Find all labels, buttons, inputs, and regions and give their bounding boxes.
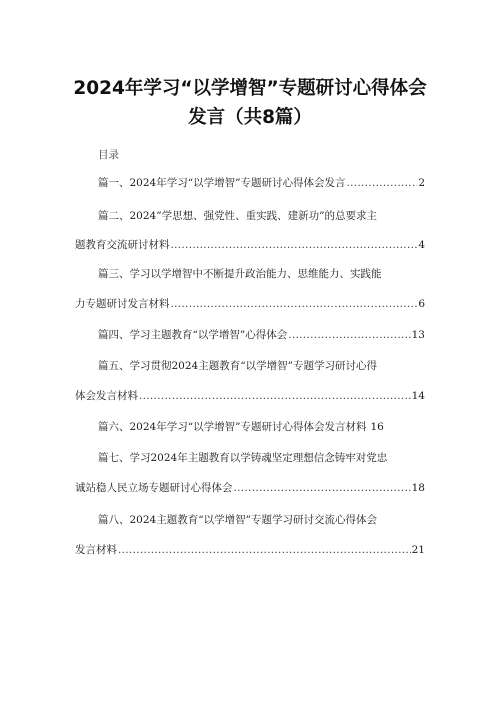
toc-leader: [118, 543, 411, 557]
toc-entry-4[interactable]: [98, 328, 425, 342]
toc-page-number: 2: [418, 177, 425, 189]
toc-leader: [346, 176, 417, 190]
document-title-line-1: 2024年学习“以学增智”专题研讨心得体会: [73, 78, 427, 99]
toc-entry-7-continuation[interactable]: [75, 481, 425, 495]
toc-leader: [288, 328, 410, 342]
toc-entry-3[interactable]: [98, 267, 425, 281]
toc-entry-title-cont: 诚站稳人民立场专题研讨心得体会: [75, 482, 233, 494]
toc-page-number: 18: [411, 482, 425, 494]
toc-page-number: 13: [411, 329, 425, 341]
toc-page-number: 21: [411, 544, 425, 556]
toc-entry-title: 篇二、2024”学思想、强党性、重实践、建新功”的总要求主: [98, 210, 377, 222]
toc-entry-8-continuation[interactable]: [75, 543, 425, 557]
toc-entry-3-continuation[interactable]: [75, 297, 425, 311]
toc-entry-title: 篇三、学习以学增智中不断提升政治能力、思维能力、实践能: [98, 268, 382, 280]
toc-page-number: 4: [418, 239, 425, 251]
toc-entry-2-continuation[interactable]: [75, 238, 425, 252]
toc-leader: [171, 238, 418, 252]
toc-entry-5-continuation[interactable]: [75, 389, 425, 403]
toc-entry-1[interactable]: [98, 176, 425, 190]
toc-entry-title: 篇六、2024年学习“以学增智”专题研讨心得体会发言材料: [98, 421, 367, 433]
toc-entry-title: 篇八、2024主题教育“以学增智”专题学习研讨交流心得体会: [98, 514, 377, 526]
toc-entry-title-cont: 题教育交流研讨材料: [75, 239, 170, 251]
toc-entry-title: 篇五、学习贯彻2024主题教育“以学增智”专题学习研讨心得: [98, 360, 377, 372]
toc-heading: 目录: [98, 149, 119, 161]
toc-page-number: 6: [418, 298, 425, 310]
toc-leader: [171, 297, 418, 311]
toc-entry-6[interactable]: [98, 420, 425, 434]
document-title-line-2: 发言（共8篇）: [188, 107, 312, 128]
toc-entry-2[interactable]: [98, 209, 425, 223]
toc-entry-7[interactable]: [98, 451, 425, 465]
toc-entry-title: 篇七、学习2024年主题教育以学铸魂坚定理想信念铸牢对党忠: [98, 452, 388, 464]
toc-entry-8[interactable]: [98, 513, 425, 527]
toc-leader: [234, 481, 411, 495]
toc-entry-title: 篇四、学习主题教育“以学增智”心得体会: [98, 329, 288, 341]
toc-entry-title-cont: 力专题研讨发言材料: [75, 298, 170, 310]
toc-entry-5[interactable]: [98, 359, 425, 373]
toc-page-number: 14: [411, 390, 425, 402]
toc-entry-title-cont: 体会发言材料: [75, 390, 138, 402]
toc-entry-title-cont: 发言材料: [75, 544, 117, 556]
toc-page-number: 16: [370, 421, 384, 433]
toc-leader: [139, 389, 411, 403]
toc-entry-title: 篇一、2024年学习“以学增智”专题研讨心得体会发言: [98, 177, 346, 189]
